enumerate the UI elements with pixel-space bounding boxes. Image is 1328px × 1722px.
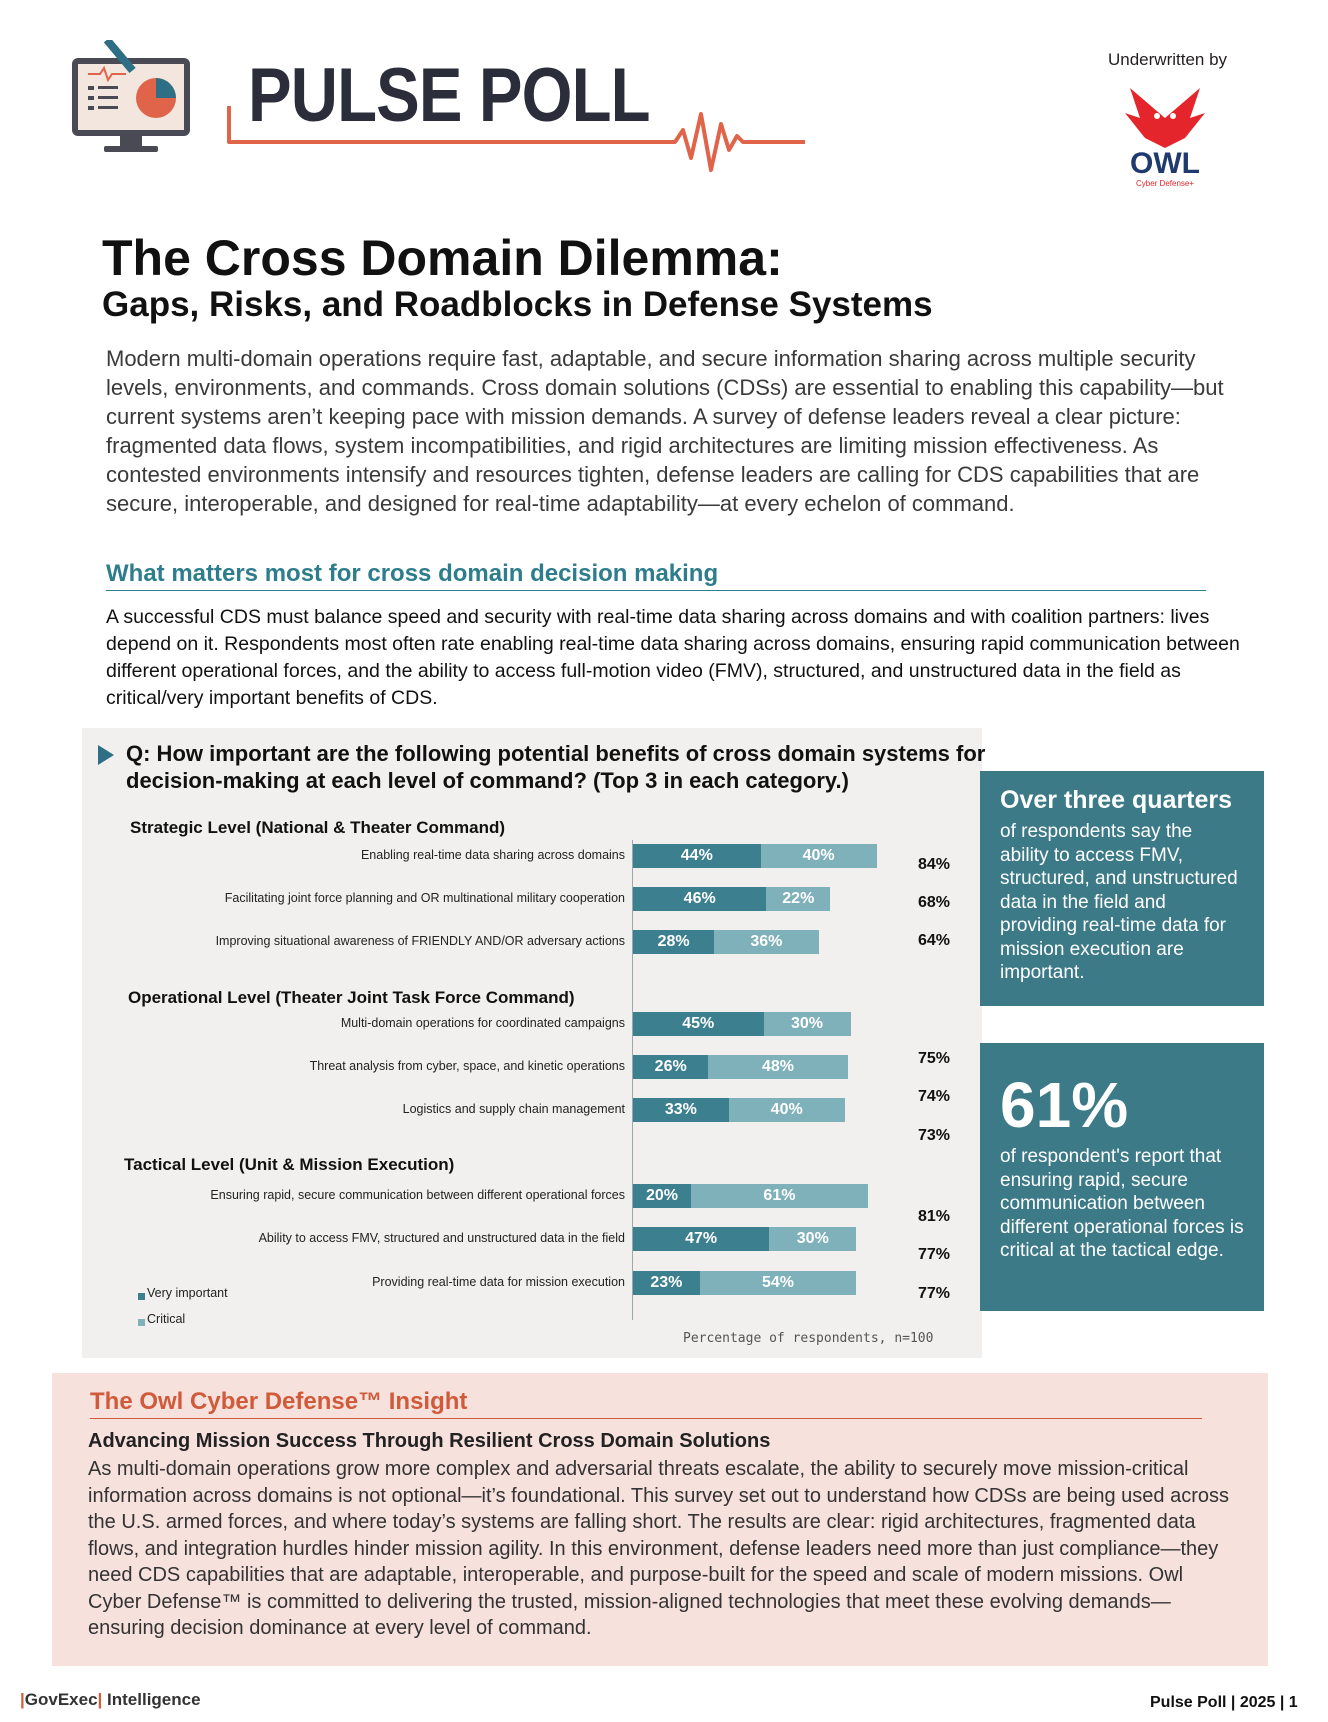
bar-total-label: 68% — [918, 894, 951, 911]
section-body: A successful CDS must balance speed and security with real-time data sharing across domains and with coalition partners: lives depend on it. Respondents most often rate enabling real-time data sharing across domains, ensuring rapid communication between different operational forces, and the ability to access full-motion video (FMV), structured, and unstructured data in the field as critical/very important benefits of CDS. — [106, 606, 1240, 709]
bar-total-label: 84% — [918, 856, 951, 873]
chart-category-label: Logistics and supply chain management — [402, 1102, 625, 1116]
bar-critical: 40% — [761, 844, 877, 868]
chart-question: Q: How important are the following potential benefits of cross domain systems for decision-making at each level of command? (Top 3 in each category.) — [126, 741, 986, 793]
callout-body: of respondent's report that ensuring rapid, secure communication between different operational forces is critical at the tactical edge. — [1000, 1146, 1244, 1261]
insight-heading: The Owl Cyber Defense™ Insight — [90, 1388, 1202, 1419]
owl-cyber-defense-logo — [1110, 78, 1220, 188]
chart-category-label: Facilitating joint force planning and OR multinational military cooperation — [224, 891, 625, 905]
svg-text:Cyber Defense+: Cyber Defense+ — [1135, 179, 1195, 188]
footer-divider: | — [97, 1690, 103, 1709]
insight-body: As multi-domain operations grow more complex and adversarial threats escalate, the ability to securely move mission-critical information across domains is not optional—it’s foundational. This survey set out to understand how CDSs are being used across the U.S. armed forces, and where today’s systems are falling short. The results are clear: rigid architectures, fragmented data flows, and integration hurdles hinder mission agility. In this environment, defense leaders need more than just compliance—they need CDS capabilities that are adaptable, interoperable, and purpose-built for the speed and scale of modern missions. Owl Cyber Defense™ is committed to delivering the trusted, mission-aligned technologies that meet these evolving demands—ensuring decision dominance at every level of command. — [88, 1458, 1229, 1639]
chart-category-label: Multi-domain operations for coordinated campaigns — [340, 1016, 625, 1030]
bar-total-label: 64% — [918, 932, 951, 949]
bar-total-label: 75% — [918, 1050, 951, 1067]
underwritten-by-label: Underwritten by — [1108, 50, 1228, 69]
bar-very-important: 28% — [633, 930, 714, 954]
legend-very-important-swatch — [138, 1293, 145, 1300]
footer-brand-right: Intelligence — [107, 1690, 201, 1709]
section-heading: What matters most for cross domain decision making — [106, 560, 1206, 591]
bar-critical: 30% — [769, 1227, 856, 1251]
pulse-poll-title: PULSE POLL — [248, 53, 650, 138]
bar-critical: 61% — [691, 1184, 868, 1208]
chart-category-label: Threat analysis from cyber, space, and kinetic operations — [309, 1059, 625, 1073]
bar-total-label: 77% — [918, 1246, 951, 1263]
chart-level-title: Strategic Level (National & Theater Command) — [130, 818, 506, 837]
bar-very-important: 46% — [633, 887, 766, 911]
page-title: The Cross Domain Dilemma: — [102, 230, 783, 286]
bar-total-label: 74% — [918, 1088, 951, 1105]
callout-percent: 61% — [1000, 1069, 1129, 1141]
legend-very-important-label: Very important — [147, 1286, 228, 1300]
legend-critical-label: Critical — [147, 1312, 186, 1326]
bar-critical: 30% — [764, 1012, 851, 1036]
bar-critical: 22% — [766, 887, 830, 911]
chart-category-label: Enabling real-time data sharing across domains — [360, 848, 625, 862]
bar-critical: 40% — [729, 1098, 845, 1122]
bar-total-label: 73% — [918, 1127, 951, 1144]
bar-very-important: 44% — [633, 844, 761, 868]
chart-sample-note: Percentage of respondents, n=100 — [683, 1331, 934, 1346]
bar-critical: 48% — [708, 1055, 847, 1079]
chart-category-label: Ability to access FMV, structured and unstructured data in the field — [258, 1231, 625, 1245]
footer-brand-left: GovExec — [24, 1690, 98, 1709]
intro-paragraph: Modern multi-domain operations require fast, adaptable, and secure information sharing across multiple security levels, environments, and commands. Cross domain solutions (CDSs) are essential to enabling this capability—but current systems aren’t keeping pace with mission demands. A survey of defense leaders reveal a clear picture: fragmented data flows, system incompatibilities, and rigid architectures are limiting mission effectiveness. As contested environments intensify and resources tighten, defense leaders are calling for CDS capabilities that are secure, interoperable, and designed for real-time adaptability—at every echelon of command. — [106, 346, 1224, 516]
bar-critical: 36% — [714, 930, 818, 954]
heartbeat-line-icon — [225, 100, 815, 180]
page-subtitle: Gaps, Risks, and Roadblocks in Defense Systems — [102, 285, 933, 324]
bar-total-label: 81% — [918, 1208, 951, 1225]
bar-total-label: 77% — [918, 1285, 951, 1302]
chart-level-title: Operational Level (Theater Joint Task Force Command) — [128, 988, 575, 1007]
bar-very-important: 23% — [633, 1271, 700, 1295]
footer-brand — [20, 1690, 201, 1710]
bar-very-important: 33% — [633, 1098, 729, 1122]
bar-very-important: 47% — [633, 1227, 769, 1251]
question-arrow-icon — [98, 745, 114, 765]
chart-level-title: Tactical Level (Unit & Mission Execution) — [124, 1155, 455, 1174]
bar-very-important: 45% — [633, 1012, 764, 1036]
bar-very-important: 20% — [633, 1184, 691, 1208]
svg-text:OWL: OWL — [1130, 147, 1200, 180]
chart-category-label: Providing real-time data for mission execution — [372, 1275, 625, 1289]
footer-divider: | — [20, 1690, 25, 1709]
callout-body: of respondents say the ability to access FMV, structured, and unstructured data in the field and providing real-time data for mission execution are important. — [1000, 821, 1238, 983]
legend-critical-swatch — [138, 1319, 145, 1326]
callout-headline: Over three quarters — [1000, 786, 1233, 814]
survey-monitor-icon — [60, 40, 210, 160]
chart-category-label: Improving situational awareness of FRIENDLY AND/OR adversary actions — [215, 934, 625, 948]
bar-very-important: 26% — [633, 1055, 708, 1079]
chart-category-label: Ensuring rapid, secure communication between different operational forces — [210, 1188, 625, 1202]
insight-subheading: Advancing Mission Success Through Resilient Cross Domain Solutions — [88, 1430, 771, 1452]
bar-critical: 54% — [700, 1271, 857, 1295]
footer-page-label: Pulse Poll | 2025 | 1 — [1150, 1694, 1298, 1711]
